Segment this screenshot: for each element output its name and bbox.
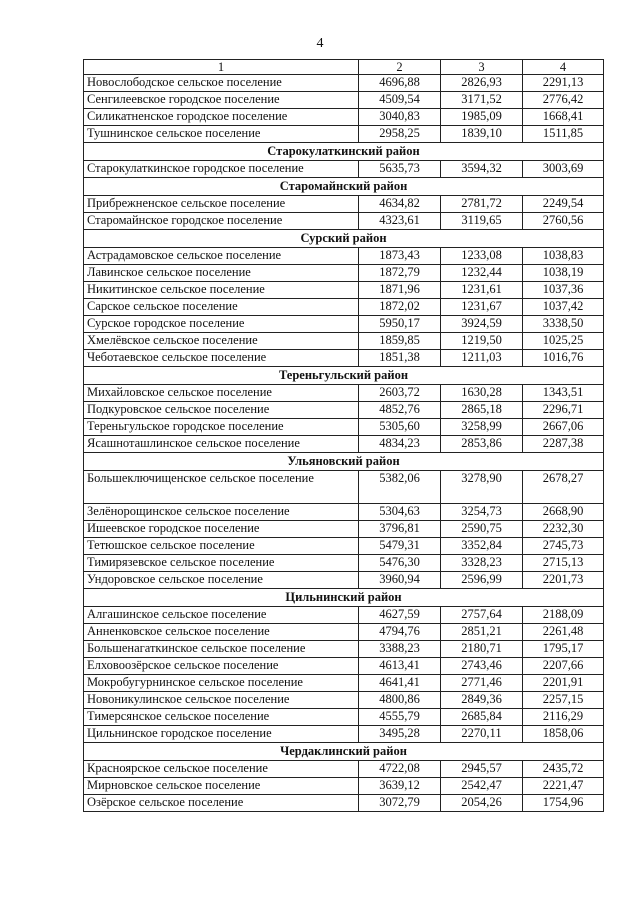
table-row — [84, 778, 604, 795]
value-col-2: 4627,59 — [359, 607, 441, 624]
value-col-4: 2201,91 — [523, 675, 604, 692]
value-col-4: 1343,51 — [523, 385, 604, 402]
value-col-4: 2249,54 — [523, 196, 604, 213]
table-row — [84, 641, 604, 658]
value-col-4: 2291,13 — [523, 75, 604, 92]
value-col-4: 1025,25 — [523, 333, 604, 350]
value-col-4: 3338,50 — [523, 316, 604, 333]
value-col-3: 3171,52 — [441, 92, 523, 109]
value-col-3: 2865,18 — [441, 402, 523, 419]
value-col-3: 2757,64 — [441, 607, 523, 624]
table-row — [84, 350, 604, 367]
value-col-2: 3960,94 — [359, 572, 441, 589]
table-row — [84, 709, 604, 726]
value-col-4: 1858,06 — [523, 726, 604, 743]
settlement-name: Ясашноташлинское сельское поселение — [84, 436, 359, 453]
value-col-4: 1037,42 — [523, 299, 604, 316]
district-header-row — [84, 367, 604, 385]
table-row — [84, 795, 604, 812]
column-number-2: 2 — [359, 60, 441, 75]
settlement-name: Старокулаткинское городское поселение — [84, 161, 359, 178]
value-col-3: 1233,08 — [441, 248, 523, 265]
value-col-3: 2771,46 — [441, 675, 523, 692]
table-row — [84, 282, 604, 299]
value-col-3: 3278,90 — [441, 471, 523, 504]
value-col-4: 2715,13 — [523, 555, 604, 572]
value-col-2: 4722,08 — [359, 761, 441, 778]
table-row — [84, 572, 604, 589]
value-col-4: 2188,09 — [523, 607, 604, 624]
table-row — [84, 265, 604, 282]
district-name: Сурский район — [84, 230, 604, 248]
column-number-header-row — [84, 60, 604, 75]
settlement-name: Тимерсянское сельское поселение — [84, 709, 359, 726]
value-col-3: 1231,61 — [441, 282, 523, 299]
value-col-4: 2296,71 — [523, 402, 604, 419]
settlement-name: Тушнинское сельское поселение — [84, 126, 359, 143]
value-col-4: 2668,90 — [523, 504, 604, 521]
value-col-2: 3796,81 — [359, 521, 441, 538]
value-col-2: 1873,43 — [359, 248, 441, 265]
value-col-2: 5382,06 — [359, 471, 441, 504]
value-col-4: 2221,47 — [523, 778, 604, 795]
settlement-name: Сенгилеевское городское поселение — [84, 92, 359, 109]
settlement-name: Новоникулинское сельское поселение — [84, 692, 359, 709]
table-row — [84, 419, 604, 436]
value-col-2: 3040,83 — [359, 109, 441, 126]
table-row — [84, 126, 604, 143]
district-name: Ульяновский район — [84, 453, 604, 471]
table-row — [84, 161, 604, 178]
table-row — [84, 692, 604, 709]
district-header-row — [84, 178, 604, 196]
settlement-data-table — [83, 59, 604, 812]
district-name: Чердаклинский район — [84, 743, 604, 761]
value-col-4: 2776,42 — [523, 92, 604, 109]
value-col-2: 4555,79 — [359, 709, 441, 726]
settlement-name: Сарское сельское поселение — [84, 299, 359, 316]
settlement-name: Озёрское сельское поселение — [84, 795, 359, 812]
settlement-name: Большенагаткинское сельское поселение — [84, 641, 359, 658]
value-col-3: 3924,59 — [441, 316, 523, 333]
value-col-4: 2116,29 — [523, 709, 604, 726]
value-col-2: 4834,23 — [359, 436, 441, 453]
value-col-3: 2685,84 — [441, 709, 523, 726]
settlement-name: Никитинское сельское поселение — [84, 282, 359, 299]
value-col-4: 2760,56 — [523, 213, 604, 230]
value-col-4: 1795,17 — [523, 641, 604, 658]
value-col-2: 2603,72 — [359, 385, 441, 402]
value-col-4: 2435,72 — [523, 761, 604, 778]
value-col-4: 2667,06 — [523, 419, 604, 436]
value-col-4: 1037,36 — [523, 282, 604, 299]
settlement-name: Михайловское сельское поселение — [84, 385, 359, 402]
settlement-name: Мирновское сельское поселение — [84, 778, 359, 795]
table-row — [84, 299, 604, 316]
settlement-name: Мокробугурнинское сельское поселение — [84, 675, 359, 692]
settlement-name: Цильнинское городское поселение — [84, 726, 359, 743]
value-col-3: 2849,36 — [441, 692, 523, 709]
value-col-2: 4852,76 — [359, 402, 441, 419]
table-row — [84, 109, 604, 126]
table-row — [84, 92, 604, 109]
value-col-3: 3119,65 — [441, 213, 523, 230]
value-col-4: 2232,30 — [523, 521, 604, 538]
value-col-3: 2542,47 — [441, 778, 523, 795]
table-row — [84, 607, 604, 624]
value-col-3: 2743,46 — [441, 658, 523, 675]
value-col-2: 4634,82 — [359, 196, 441, 213]
table-row — [84, 624, 604, 641]
settlement-name: Тимирязевское сельское поселение — [84, 555, 359, 572]
value-col-2: 3072,79 — [359, 795, 441, 812]
value-col-3: 2781,72 — [441, 196, 523, 213]
district-header-row — [84, 143, 604, 161]
settlement-name: Астрадамовское сельское поселение — [84, 248, 359, 265]
settlement-name: Елховоозёрское сельское поселение — [84, 658, 359, 675]
value-col-4: 1016,76 — [523, 350, 604, 367]
value-col-2: 5479,31 — [359, 538, 441, 555]
district-header-row — [84, 230, 604, 248]
settlement-name: Силикатненское городское поселение — [84, 109, 359, 126]
table-row — [84, 555, 604, 572]
settlement-name: Большеключищенское сельское поселение — [84, 471, 359, 504]
value-col-3: 2826,93 — [441, 75, 523, 92]
value-col-3: 1839,10 — [441, 126, 523, 143]
value-col-3: 3352,84 — [441, 538, 523, 555]
page-number: 4 — [316, 36, 324, 51]
settlement-name: Зелёнорощинское сельское поселение — [84, 504, 359, 521]
column-number-3: 3 — [441, 60, 523, 75]
value-col-3: 2596,99 — [441, 572, 523, 589]
value-col-2: 1871,96 — [359, 282, 441, 299]
value-col-3: 1630,28 — [441, 385, 523, 402]
settlement-name: Прибрежненское сельское поселение — [84, 196, 359, 213]
value-col-2: 4641,41 — [359, 675, 441, 692]
value-col-3: 1985,09 — [441, 109, 523, 126]
value-col-4: 1038,83 — [523, 248, 604, 265]
settlement-name: Новослободское сельское поселение — [84, 75, 359, 92]
value-col-4: 1511,85 — [523, 126, 604, 143]
value-col-2: 3495,28 — [359, 726, 441, 743]
settlement-name: Хмелёвское сельское поселение — [84, 333, 359, 350]
value-col-4: 3003,69 — [523, 161, 604, 178]
value-col-3: 2590,75 — [441, 521, 523, 538]
value-col-3: 3254,73 — [441, 504, 523, 521]
value-col-3: 2945,57 — [441, 761, 523, 778]
district-name: Цильнинский район — [84, 589, 604, 607]
value-col-4: 1668,41 — [523, 109, 604, 126]
value-col-2: 5304,63 — [359, 504, 441, 521]
settlement-name: Алгашинское сельское поселение — [84, 607, 359, 624]
value-col-2: 4323,61 — [359, 213, 441, 230]
value-col-2: 1851,38 — [359, 350, 441, 367]
value-col-2: 5476,30 — [359, 555, 441, 572]
column-number-4: 4 — [523, 60, 604, 75]
settlement-name: Красноярское сельское поселение — [84, 761, 359, 778]
value-col-3: 1231,67 — [441, 299, 523, 316]
table-row — [84, 504, 604, 521]
value-col-2: 4794,76 — [359, 624, 441, 641]
table-row — [84, 471, 604, 504]
table-row — [84, 75, 604, 92]
table-row — [84, 316, 604, 333]
table-row — [84, 658, 604, 675]
value-col-4: 2201,73 — [523, 572, 604, 589]
table-row — [84, 248, 604, 265]
value-col-3: 3328,23 — [441, 555, 523, 572]
value-col-2: 3639,12 — [359, 778, 441, 795]
table-row — [84, 385, 604, 402]
table-row — [84, 726, 604, 743]
value-col-3: 2851,21 — [441, 624, 523, 641]
table-row — [84, 196, 604, 213]
district-name: Старомайнский район — [84, 178, 604, 196]
value-col-2: 5635,73 — [359, 161, 441, 178]
district-header-row — [84, 453, 604, 471]
value-col-3: 1211,03 — [441, 350, 523, 367]
table-row — [84, 436, 604, 453]
value-col-2: 5950,17 — [359, 316, 441, 333]
value-col-2: 4509,54 — [359, 92, 441, 109]
value-col-3: 1232,44 — [441, 265, 523, 282]
value-col-2: 1872,79 — [359, 265, 441, 282]
value-col-3: 3258,99 — [441, 419, 523, 436]
table-row — [84, 538, 604, 555]
value-col-4: 2257,15 — [523, 692, 604, 709]
table-row — [84, 333, 604, 350]
district-name: Тереньгульский район — [84, 367, 604, 385]
value-col-3: 2270,11 — [441, 726, 523, 743]
table-row — [84, 761, 604, 778]
value-col-4: 2287,38 — [523, 436, 604, 453]
value-col-3: 1219,50 — [441, 333, 523, 350]
value-col-4: 2261,48 — [523, 624, 604, 641]
settlement-name: Лавинское сельское поселение — [84, 265, 359, 282]
value-col-4: 2678,27 — [523, 471, 604, 504]
settlement-name: Анненковское сельское поселение — [84, 624, 359, 641]
value-col-2: 1872,02 — [359, 299, 441, 316]
value-col-2: 3388,23 — [359, 641, 441, 658]
settlement-name: Чеботаевское сельское поселение — [84, 350, 359, 367]
settlement-name: Тетюшское сельское поселение — [84, 538, 359, 555]
value-col-4: 2745,73 — [523, 538, 604, 555]
settlement-name: Ундоровское сельское поселение — [84, 572, 359, 589]
table-row — [84, 521, 604, 538]
table-row — [84, 213, 604, 230]
value-col-4: 2207,66 — [523, 658, 604, 675]
value-col-2: 1859,85 — [359, 333, 441, 350]
settlement-name: Подкуровское сельское поселение — [84, 402, 359, 419]
district-header-row — [84, 589, 604, 607]
value-col-2: 2958,25 — [359, 126, 441, 143]
value-col-2: 5305,60 — [359, 419, 441, 436]
table-body — [84, 60, 604, 812]
settlement-name: Тереньгульское городское поселение — [84, 419, 359, 436]
value-col-4: 1038,19 — [523, 265, 604, 282]
value-col-3: 2853,86 — [441, 436, 523, 453]
value-col-2: 4800,86 — [359, 692, 441, 709]
value-col-4: 1754,96 — [523, 795, 604, 812]
settlement-name: Ишеевское городское поселение — [84, 521, 359, 538]
table-row — [84, 402, 604, 419]
district-name: Старокулаткинский район — [84, 143, 604, 161]
value-col-3: 3594,32 — [441, 161, 523, 178]
column-number-1: 1 — [84, 60, 359, 75]
value-col-2: 4613,41 — [359, 658, 441, 675]
value-col-3: 2180,71 — [441, 641, 523, 658]
value-col-2: 4696,88 — [359, 75, 441, 92]
district-header-row — [84, 743, 604, 761]
table-row — [84, 675, 604, 692]
settlement-name: Старомайнское городское поселение — [84, 213, 359, 230]
value-col-3: 2054,26 — [441, 795, 523, 812]
settlement-name: Сурское городское поселение — [84, 316, 359, 333]
